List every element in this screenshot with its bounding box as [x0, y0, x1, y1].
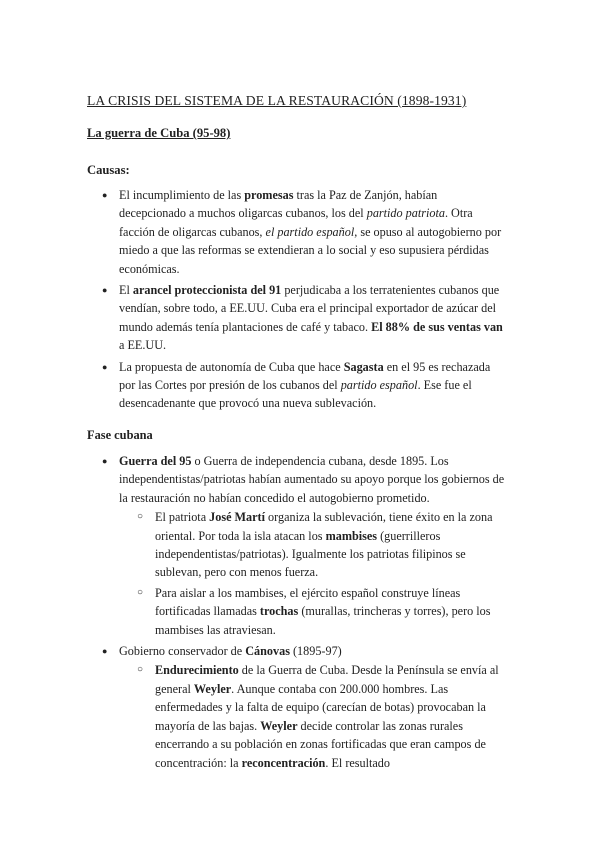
italic-text: partido patriota	[366, 206, 445, 221]
text-run: El patriota	[155, 510, 210, 525]
text-run: perjudicaba a los terratenientes cubanos que vendían, sobre todo, a EE.UU. Cuba era el principal exportador de azúcar del mundo además tenía plantaciones de café y tabaco.	[119, 283, 500, 334]
hollow-bullet-icon: ○	[137, 586, 144, 598]
text-run: a EE.UU.	[119, 338, 167, 353]
phase-heading: Fase cubana	[87, 428, 153, 442]
section-title: La guerra de Cuba (95-98)	[87, 126, 231, 140]
list-item-text	[119, 283, 503, 352]
bold-text: reconcentración	[241, 755, 326, 770]
list-item-text	[119, 188, 501, 276]
filled-bullet-icon: ●	[102, 646, 108, 657]
text-run: o Guerra de independencia cubana, desde 1895. Los independentistas/patriotas habían aumentado su apoyo porque los gobiernos de la restauración no habían concedido el autogobierno prometido.	[119, 454, 505, 505]
bold-text: El 88% de sus ventas van	[371, 319, 503, 334]
causes-list	[87, 186, 507, 413]
document-title: LA CRISIS DEL SISTEMA DE LA RESTAURACIÓN (1898-1931)	[87, 93, 467, 108]
sub-list-item	[87, 661, 507, 771]
text-run: decide controlar las zonas rurales encerrando a su población en zonas fortificadas que eran campos de concentración: la	[155, 718, 486, 770]
text-run: (guerrilleros independentistas/patriotas). Igualmente los patriotas filipinos se sublevan, pero con menos fuerza.	[155, 528, 466, 580]
phase-list	[87, 452, 507, 772]
bold-text: Sagasta	[343, 359, 384, 374]
text-run: La propuesta de autonomía de Cuba que hace	[119, 359, 344, 374]
sub-list-item	[87, 508, 507, 582]
italic-text: partido español	[340, 378, 418, 393]
text-run: organiza la sublevación, tiene éxito en la zona oriental. Por toda la isla atacan los	[155, 510, 493, 543]
text-run: . Aunque contaba con 200.000 hombres. Las enfermedades y la falta de equipo (carecían de botas) provocaban la mayoría de las bajas.	[155, 681, 486, 733]
italic-text: el partido español	[265, 224, 355, 239]
bold-text: Weyler	[260, 718, 298, 733]
text-run: , se opuso al autogobierno por miedo a que las reformas se extendieran a lo social y eso supusiera pérdidas económicas.	[119, 224, 502, 276]
bold-text: arancel proteccionista del 91	[132, 283, 282, 298]
list-item	[87, 186, 507, 278]
bold-text: mambises	[325, 528, 378, 543]
sub-list	[87, 661, 507, 771]
list-item-text	[155, 663, 499, 769]
text-run: (murallas, trincheras y torres), pero los mambises las atraviesan.	[155, 604, 491, 637]
list-item	[87, 358, 507, 413]
filled-bullet-icon: ●	[102, 456, 108, 466]
hollow-bullet-icon: ○	[137, 511, 144, 523]
text-run: El	[119, 283, 133, 298]
text-run: . El resultado	[325, 755, 390, 770]
bold-text: Endurecimiento	[155, 663, 239, 678]
text-run: Para aislar a los mambises, el ejército español construye líneas fortificadas llamadas	[155, 585, 461, 619]
causes-heading: Causas:	[87, 163, 130, 177]
text-run: . Ese fue el desencadenante que provocó una nueva sublevación.	[119, 378, 472, 411]
phase-list-container	[87, 452, 507, 775]
filled-bullet-icon: ●	[102, 361, 108, 372]
text-run: Gobierno conservador de	[119, 644, 246, 659]
sub-list	[87, 508, 507, 639]
bold-text: Guerra del 95	[119, 454, 192, 468]
bold-text: trochas	[259, 604, 299, 619]
causes-list-container	[87, 186, 507, 416]
filled-bullet-icon: ●	[102, 190, 108, 200]
list-item	[87, 452, 507, 639]
filled-bullet-icon: ●	[102, 285, 108, 296]
bold-text: José Martí	[209, 510, 265, 525]
list-item	[87, 642, 507, 772]
list-item-text	[119, 360, 490, 411]
bold-text: Weyler	[193, 681, 232, 696]
list-item	[87, 281, 507, 355]
text-run: (1895-97)	[289, 644, 342, 659]
list-item-text	[119, 454, 504, 505]
list-item-text	[155, 586, 491, 637]
list-item-text	[155, 510, 493, 579]
text-run: tras la Paz de Zanjón, habían decepcionado a muchos oligarcas cubanos, los del	[119, 188, 438, 221]
list-item-text	[119, 644, 342, 658]
bold-text: Cánovas	[245, 644, 290, 659]
hollow-bullet-icon: ○	[137, 664, 144, 676]
text-run: El incumplimiento de las	[119, 188, 245, 202]
sub-list-item	[87, 584, 507, 639]
text-run: de la Guerra de Cuba. Desde la Península se envía al general	[155, 663, 499, 696]
text-run: en el 95 es rechazada por las Cortes por presión de los cubanos del	[119, 359, 491, 393]
text-run: . Otra facción de oligarcas cubanos,	[119, 206, 473, 239]
bold-text: promesas	[244, 188, 294, 202]
